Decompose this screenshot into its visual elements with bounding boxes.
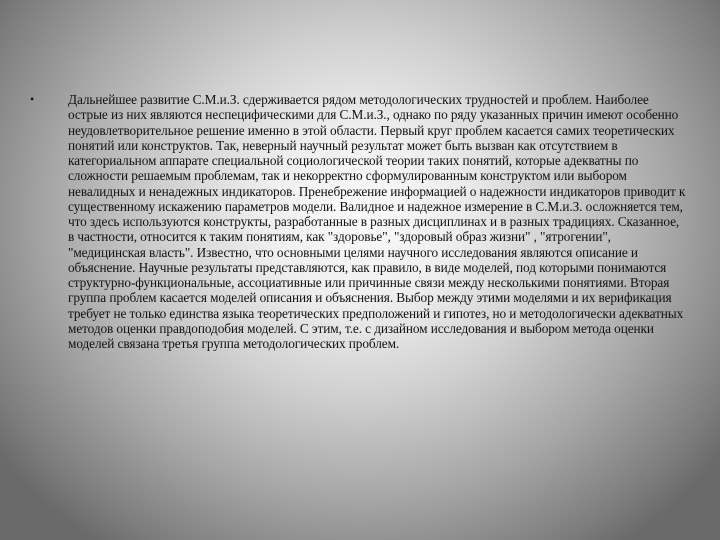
paragraph-text: Дальнейшее развитие С.М.и.З. сдерживается рядом методологических трудностей и проблем. Наиболее острые из них являются неспецифическими для С.М.и.З., однако по ряду указанных причин имеют особенно неудовлетворительное решение именно в этой области. Первый круг проблем касается самих теоретических понятий или конструктов. Так, неверный научный результат может быть вызван как отсутствием в категориальном аппарате специальной социологической теории таких понятий, которые адекватны по сложности решаемым проблемам, так и некорректно сформулированным конструктом или выбором невалидных и ненадежных индикаторов. Пренебрежение информацией о надежности индикаторов приводит к существенному искажению параметров модели. Валидное и надежное измерение в С.М.и.З. осложняется тем, что здесь используются конструкты, разработанные в разных дисциплинах и в разных традициях. Сказанное, в частности, относится к таким понятиям, как "здоровье", "здоровый образ жизни" , "ятрогении", "медицинская власть". Известно, что основными целями научного исследования являются описание и объяснение. Научные результаты представляются, как правило, в виде моделей, под которыми понимаются структурно-функциональные, ассоциативные или причинные связи между несколькими понятиями. Вторая группа проблем касается моделей описания и объяснения. Выбор между этими моделями и их верификация требует не только единства языка теоретических предположений и гипотез, но и методологически адекватных методов оценки правдоподобия моделей. С этим, т.е. с дизайном исследования и выбором метода оценки моделей связана третья группа методологических проблем. xyxy=(68,92,686,351)
bullet-item xyxy=(30,92,686,351)
slide-content xyxy=(30,92,686,351)
bullet-point-icon: • xyxy=(30,92,35,106)
